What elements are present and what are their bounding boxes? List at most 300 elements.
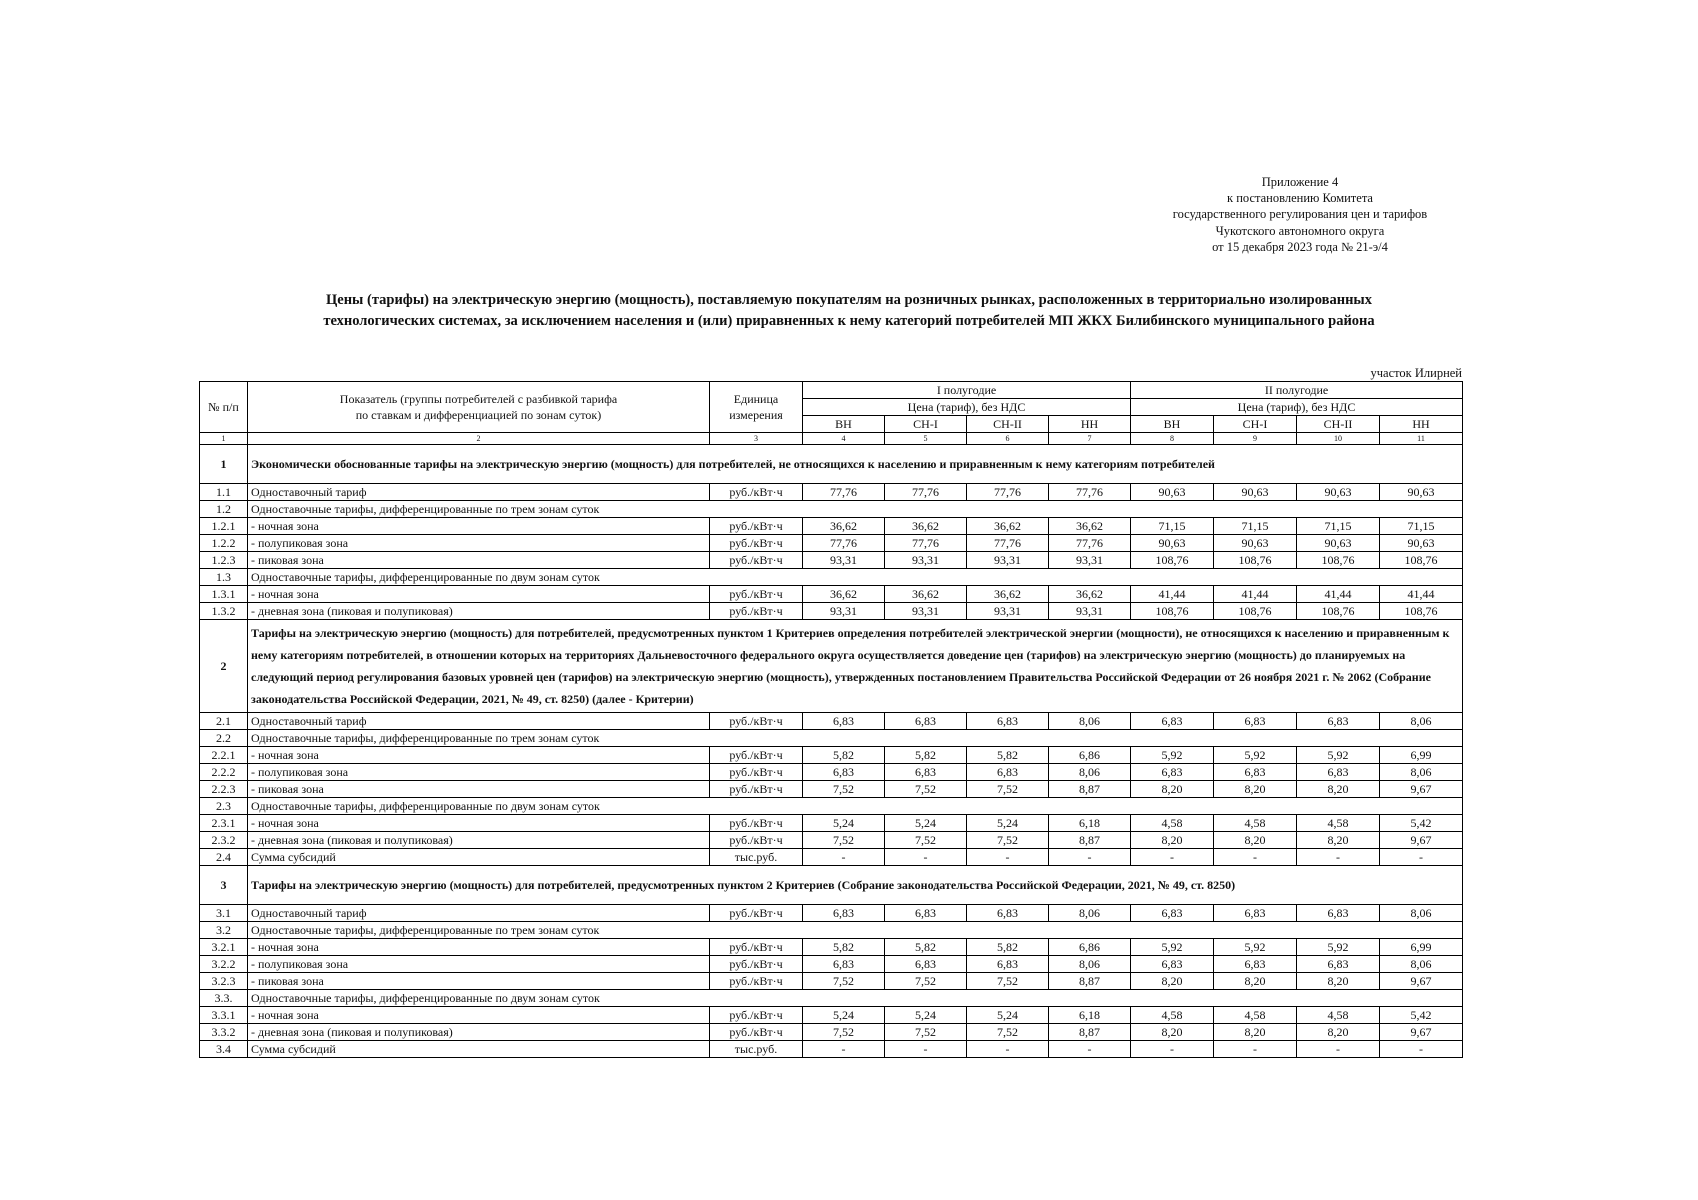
title-line: технологических системах, за исключением населения и (или) приравненных к нему категорий потребителей МП ЖКХ Билибинского муниципального района <box>323 313 1375 329</box>
group-title: Одноставочные тарифы, дифференцированные по двум зонам суток <box>248 990 1463 1007</box>
row-number: 3.2.1 <box>200 939 248 956</box>
row-indicator: - ночная зона <box>248 586 710 603</box>
tariff-value: 93,31 <box>967 552 1049 569</box>
group-title: Одноставочные тарифы, дифференцированные по трем зонам суток <box>248 730 1463 747</box>
tariff-value: 90,63 <box>1297 535 1380 552</box>
tariff-value: 6,83 <box>1131 956 1214 973</box>
row-indicator: Сумма субсидий <box>248 1041 710 1058</box>
header-num: № п/п <box>200 382 248 433</box>
tariff-value: 93,31 <box>967 603 1049 620</box>
tariff-value: 5,42 <box>1380 815 1463 832</box>
row-unit: руб./кВт·ч <box>710 535 803 552</box>
tariff-value: 93,31 <box>1049 552 1131 569</box>
tariff-value: 7,52 <box>885 781 967 798</box>
tariff-value: 4,58 <box>1131 1007 1214 1024</box>
tariff-value: 8,20 <box>1297 832 1380 849</box>
tariff-value: 7,52 <box>803 781 885 798</box>
header-level: СН-I <box>885 416 967 433</box>
group-title: Одноставочные тарифы, дифференцированные по трем зонам суток <box>248 501 1463 518</box>
group-row <box>200 730 1463 747</box>
tariff-value: 8,87 <box>1049 1024 1131 1041</box>
tariff-value: 6,83 <box>1214 713 1297 730</box>
tariff-value: 77,76 <box>967 484 1049 501</box>
column-number: 3 <box>710 433 803 445</box>
row-number: 2 <box>200 620 248 713</box>
row-indicator: - дневная зона (пиковая и полупиковая) <box>248 1024 710 1041</box>
tariff-value: 71,15 <box>1380 518 1463 535</box>
tariff-value: 5,24 <box>803 1007 885 1024</box>
row-indicator: Одноставочный тариф <box>248 713 710 730</box>
document-title <box>200 290 1498 332</box>
tariff-value: 8,06 <box>1380 764 1463 781</box>
tariff-value: 108,76 <box>1214 603 1297 620</box>
tariff-value: 6,83 <box>803 713 885 730</box>
tariff-value: 8,06 <box>1380 713 1463 730</box>
table-row <box>200 747 1463 764</box>
tariff-value: - <box>1131 1041 1214 1058</box>
tariff-value: 77,76 <box>885 484 967 501</box>
section-title: Тарифы на электрическую энергию (мощность) для потребителей, предусмотренных пунктом 2 Критериев (Собрание законодательства Российской Федерации, 2021, № 49, ст. 8250) <box>248 866 1463 905</box>
table-row <box>200 832 1463 849</box>
table-row <box>200 939 1463 956</box>
tariff-value: 36,62 <box>803 586 885 603</box>
tariff-value: 93,31 <box>885 603 967 620</box>
row-number: 3.2 <box>200 922 248 939</box>
row-number: 1 <box>200 445 248 484</box>
tariff-value: 90,63 <box>1380 535 1463 552</box>
table-row <box>200 781 1463 798</box>
header-level: ВН <box>1131 416 1214 433</box>
tariff-value: 5,42 <box>1380 1007 1463 1024</box>
table-row <box>200 764 1463 781</box>
tariff-value: 5,92 <box>1131 939 1214 956</box>
tariff-value: 90,63 <box>1214 484 1297 501</box>
row-unit: руб./кВт·ч <box>710 518 803 535</box>
tariff-value: 36,62 <box>1049 518 1131 535</box>
tariff-value: 36,62 <box>967 518 1049 535</box>
tariff-value: 90,63 <box>1214 535 1297 552</box>
row-unit: руб./кВт·ч <box>710 764 803 781</box>
tariff-value: 7,52 <box>803 1024 885 1041</box>
row-number: 2.3 <box>200 798 248 815</box>
row-indicator: - ночная зона <box>248 518 710 535</box>
row-number: 1.2 <box>200 501 248 518</box>
row-number: 3.4 <box>200 1041 248 1058</box>
appendix-line: к постановлению Комитета <box>1227 191 1373 206</box>
tariff-value: 93,31 <box>803 552 885 569</box>
column-number: 8 <box>1131 433 1214 445</box>
row-number: 1.3.2 <box>200 603 248 620</box>
row-number: 2.1 <box>200 713 248 730</box>
tariff-value: 8,87 <box>1049 781 1131 798</box>
tariff-value: 90,63 <box>1131 484 1214 501</box>
tariff-value: 90,63 <box>1131 535 1214 552</box>
tariff-value: 8,06 <box>1380 956 1463 973</box>
group-title: Одноставочные тарифы, дифференцированные по трем зонам суток <box>248 922 1463 939</box>
tariff-value: 6,83 <box>885 764 967 781</box>
row-indicator: Одноставочный тариф <box>248 905 710 922</box>
tariff-value: 93,31 <box>1049 603 1131 620</box>
tariff-value: 6,83 <box>1297 905 1380 922</box>
row-indicator: - ночная зона <box>248 939 710 956</box>
tariff-value: 93,31 <box>803 603 885 620</box>
tariff-value: 6,83 <box>885 956 967 973</box>
tariff-value: 4,58 <box>1214 815 1297 832</box>
row-number: 2.2.3 <box>200 781 248 798</box>
row-number: 2.4 <box>200 849 248 866</box>
title-line: Цены (тарифы) на электрическую энергию (мощность), поставляемую покупателям на розничных рынках, расположенных в территориально изолированных <box>325 292 1372 308</box>
row-indicator: Сумма субсидий <box>248 849 710 866</box>
tariff-value: 9,67 <box>1380 781 1463 798</box>
tariff-value: - <box>967 1041 1049 1058</box>
row-unit: руб./кВт·ч <box>710 781 803 798</box>
row-indicator: - пиковая зона <box>248 781 710 798</box>
table-row <box>200 815 1463 832</box>
row-indicator: - ночная зона <box>248 747 710 764</box>
tariff-value: 41,44 <box>1214 586 1297 603</box>
section-row <box>200 445 1463 484</box>
tariff-value: 8,20 <box>1214 832 1297 849</box>
table-row <box>200 713 1463 730</box>
row-unit: тыс.руб. <box>710 849 803 866</box>
tariff-value: 108,76 <box>1214 552 1297 569</box>
tariff-value: 5,92 <box>1297 747 1380 764</box>
row-number: 2.3.2 <box>200 832 248 849</box>
tariff-value: 36,62 <box>885 586 967 603</box>
header-price2: Цена (тариф), без НДС <box>1131 399 1463 416</box>
tariff-value: 5,92 <box>1214 747 1297 764</box>
tariff-value: 5,82 <box>885 939 967 956</box>
tariff-value: 6,83 <box>1297 764 1380 781</box>
tariff-value: 6,83 <box>967 764 1049 781</box>
row-unit: руб./кВт·ч <box>710 552 803 569</box>
tariff-value: 6,83 <box>803 956 885 973</box>
header-indicator: Показатель (группы потребителей с разбивкой тарифа по ставкам и дифференциацией по зонам суток) <box>248 382 710 433</box>
tariff-table <box>199 381 1463 1058</box>
header-level: НН <box>1380 416 1463 433</box>
tariff-value: 6,83 <box>967 956 1049 973</box>
row-unit: руб./кВт·ч <box>710 939 803 956</box>
row-indicator: - дневная зона (пиковая и полупиковая) <box>248 832 710 849</box>
tariff-value: 90,63 <box>1297 484 1380 501</box>
tariff-value: - <box>1049 1041 1131 1058</box>
column-number: 1 <box>200 433 248 445</box>
tariff-value: 6,83 <box>1214 905 1297 922</box>
tariff-value: 8,87 <box>1049 973 1131 990</box>
row-number: 3.2.3 <box>200 973 248 990</box>
tariff-table-body <box>200 445 1463 1058</box>
tariff-value: 6,86 <box>1049 939 1131 956</box>
tariff-value: 5,24 <box>885 1007 967 1024</box>
appendix-header <box>1100 174 1500 255</box>
tariff-value: 6,83 <box>1214 956 1297 973</box>
column-number: 5 <box>885 433 967 445</box>
row-number: 3.3.1 <box>200 1007 248 1024</box>
table-row <box>200 905 1463 922</box>
tariff-value: - <box>1380 1041 1463 1058</box>
row-number: 1.3.1 <box>200 586 248 603</box>
row-unit: руб./кВт·ч <box>710 973 803 990</box>
row-unit: руб./кВт·ч <box>710 586 803 603</box>
tariff-value: 5,92 <box>1131 747 1214 764</box>
tariff-value: 4,58 <box>1297 1007 1380 1024</box>
row-unit: руб./кВт·ч <box>710 1024 803 1041</box>
tariff-value: 71,15 <box>1131 518 1214 535</box>
section-label: участок Илирней <box>1370 366 1462 380</box>
tariff-value: 7,52 <box>885 1024 967 1041</box>
tariff-value: 6,83 <box>1214 764 1297 781</box>
group-row <box>200 501 1463 518</box>
row-unit: руб./кВт·ч <box>710 603 803 620</box>
tariff-value: 7,52 <box>967 781 1049 798</box>
section-title: Экономически обоснованные тарифы на электрическую энергию (мощность) для потребителей, не относящихся к населению и приравненным к нему категориям потребителей <box>248 445 1463 484</box>
row-indicator: - ночная зона <box>248 815 710 832</box>
tariff-value: 6,83 <box>1297 956 1380 973</box>
tariff-value: 6,99 <box>1380 747 1463 764</box>
table-row <box>200 973 1463 990</box>
tariff-value: - <box>1214 849 1297 866</box>
row-number: 3 <box>200 866 248 905</box>
tariff-value: 36,62 <box>967 586 1049 603</box>
row-indicator: - полупиковая зона <box>248 535 710 552</box>
section-title: Тарифы на электрическую энергию (мощность) для потребителей, предусмотренных пунктом 1 Критериев определения потребителей электрической энергии (мощности), не относящихся к населению и приравненным к нему категориям потребителей, в отношении которых на территориях Дальневосточного федерального округа осуществляется доведение цен (тарифов) на электрическую энергию (мощность) до планируемых на следующий период регулирования базовых уровней цен (тарифов) на электрическую энергию (мощность), утвержденных постановлением Правительства Российской Федерации от 26 ноября 2021 г. № 2062 (Собрание законодательства Российской Федерации, 2021, № 49, ст. 8250) (далее - Критерии) <box>248 620 1463 713</box>
row-number: 3.1 <box>200 905 248 922</box>
tariff-value: 108,76 <box>1297 603 1380 620</box>
tariff-value: 7,52 <box>967 1024 1049 1041</box>
tariff-value: 8,06 <box>1049 713 1131 730</box>
header-level: СН-I <box>1214 416 1297 433</box>
tariff-value: 77,76 <box>1049 484 1131 501</box>
tariff-value: - <box>967 849 1049 866</box>
row-number: 2.2 <box>200 730 248 747</box>
row-unit: руб./кВт·ч <box>710 815 803 832</box>
tariff-value: 36,62 <box>885 518 967 535</box>
tariff-value: 8,20 <box>1214 973 1297 990</box>
tariff-value: 5,24 <box>885 815 967 832</box>
tariff-value: 9,67 <box>1380 1024 1463 1041</box>
row-number: 1.3 <box>200 569 248 586</box>
row-number: 1.2.1 <box>200 518 248 535</box>
group-title: Одноставочные тарифы, дифференцированные по двум зонам суток <box>248 798 1463 815</box>
tariff-value: 4,58 <box>1297 815 1380 832</box>
tariff-value: 71,15 <box>1297 518 1380 535</box>
tariff-value: 6,18 <box>1049 1007 1131 1024</box>
header-price1: Цена (тариф), без НДС <box>803 399 1131 416</box>
group-row <box>200 569 1463 586</box>
row-unit: руб./кВт·ч <box>710 956 803 973</box>
tariff-value: 4,58 <box>1214 1007 1297 1024</box>
header-half2: II полугодие <box>1131 382 1463 399</box>
group-title: Одноставочные тарифы, дифференцированные по двум зонам суток <box>248 569 1463 586</box>
header-level: СН-II <box>967 416 1049 433</box>
tariff-value: 8,20 <box>1131 832 1214 849</box>
tariff-value: 6,83 <box>885 713 967 730</box>
tariff-value: 6,83 <box>1131 713 1214 730</box>
row-number: 2.2.1 <box>200 747 248 764</box>
tariff-value: 5,82 <box>803 747 885 764</box>
tariff-value: 8,06 <box>1049 905 1131 922</box>
tariff-value: 5,82 <box>803 939 885 956</box>
row-number: 2.2.2 <box>200 764 248 781</box>
column-number: 2 <box>248 433 710 445</box>
tariff-value: 77,76 <box>967 535 1049 552</box>
tariff-value: - <box>885 849 967 866</box>
tariff-value: 93,31 <box>885 552 967 569</box>
tariff-value: 108,76 <box>1131 552 1214 569</box>
tariff-value: 77,76 <box>885 535 967 552</box>
row-number: 3.3.2 <box>200 1024 248 1041</box>
tariff-value: 7,52 <box>885 832 967 849</box>
tariff-value: 5,24 <box>967 1007 1049 1024</box>
tariff-value: 5,24 <box>803 815 885 832</box>
tariff-value: 7,52 <box>885 973 967 990</box>
header-half1: I полугодие <box>803 382 1131 399</box>
tariff-value: 6,83 <box>967 713 1049 730</box>
row-indicator: - полупиковая зона <box>248 956 710 973</box>
tariff-value: - <box>1131 849 1214 866</box>
header-level: ВН <box>803 416 885 433</box>
tariff-value: - <box>1214 1041 1297 1058</box>
tariff-value: 90,63 <box>1380 484 1463 501</box>
tariff-value: 5,82 <box>967 939 1049 956</box>
column-number: 6 <box>967 433 1049 445</box>
column-number: 7 <box>1049 433 1131 445</box>
tariff-value: 77,76 <box>803 535 885 552</box>
row-number: 3.3. <box>200 990 248 1007</box>
tariff-value: 5,24 <box>967 815 1049 832</box>
section-row <box>200 866 1463 905</box>
section-row <box>200 620 1463 713</box>
row-indicator: - полупиковая зона <box>248 764 710 781</box>
table-row <box>200 849 1463 866</box>
appendix-line: Чукотского автономного округа <box>1215 223 1385 238</box>
table-row <box>200 552 1463 569</box>
tariff-value: 8,06 <box>1380 905 1463 922</box>
table-row <box>200 956 1463 973</box>
column-number: 9 <box>1214 433 1297 445</box>
tariff-value: 8,06 <box>1049 764 1131 781</box>
tariff-value: 9,67 <box>1380 832 1463 849</box>
tariff-value: - <box>885 1041 967 1058</box>
tariff-value: 6,83 <box>967 905 1049 922</box>
row-number: 1.2.2 <box>200 535 248 552</box>
tariff-value: 8,20 <box>1131 973 1214 990</box>
tariff-value: 36,62 <box>1049 586 1131 603</box>
tariff-value: 6,99 <box>1380 939 1463 956</box>
table-row <box>200 603 1463 620</box>
row-number: 1.2.3 <box>200 552 248 569</box>
header-level: НН <box>1049 416 1131 433</box>
tariff-value: 7,52 <box>967 973 1049 990</box>
row-unit: руб./кВт·ч <box>710 1007 803 1024</box>
tariff-value: 6,83 <box>885 905 967 922</box>
appendix-line: от 15 декабря 2023 года № 21-э/4 <box>1212 239 1388 254</box>
tariff-value: 6,83 <box>1297 713 1380 730</box>
tariff-value: 41,44 <box>1380 586 1463 603</box>
tariff-value: 8,20 <box>1214 1024 1297 1041</box>
tariff-value: 6,18 <box>1049 815 1131 832</box>
tariff-value: 4,58 <box>1131 815 1214 832</box>
row-unit: тыс.руб. <box>710 1041 803 1058</box>
tariff-value: 8,20 <box>1131 781 1214 798</box>
tariff-value: 6,86 <box>1049 747 1131 764</box>
tariff-value: 108,76 <box>1380 552 1463 569</box>
row-unit: руб./кВт·ч <box>710 713 803 730</box>
tariff-value: 108,76 <box>1380 603 1463 620</box>
row-unit: руб./кВт·ч <box>710 747 803 764</box>
tariff-value: - <box>1297 849 1380 866</box>
tariff-value: 41,44 <box>1297 586 1380 603</box>
tariff-value: 108,76 <box>1131 603 1214 620</box>
group-row <box>200 922 1463 939</box>
tariff-value: - <box>1380 849 1463 866</box>
row-unit: руб./кВт·ч <box>710 905 803 922</box>
tariff-value: 7,52 <box>803 832 885 849</box>
column-number: 10 <box>1297 433 1380 445</box>
row-indicator: Одноставочный тариф <box>248 484 710 501</box>
table-row <box>200 1007 1463 1024</box>
group-row <box>200 798 1463 815</box>
table-row <box>200 484 1463 501</box>
row-indicator: - дневная зона (пиковая и полупиковая) <box>248 603 710 620</box>
row-number: 1.1 <box>200 484 248 501</box>
tariff-value: 8,20 <box>1214 781 1297 798</box>
tariff-value: 8,87 <box>1049 832 1131 849</box>
tariff-value: 8,06 <box>1049 956 1131 973</box>
tariff-value: 71,15 <box>1214 518 1297 535</box>
tariff-value: 7,52 <box>803 973 885 990</box>
row-number: 3.2.2 <box>200 956 248 973</box>
appendix-line: государственного регулирования цен и тарифов <box>1172 207 1428 222</box>
tariff-value: - <box>803 1041 885 1058</box>
tariff-value: 8,20 <box>1297 1024 1380 1041</box>
table-row <box>200 586 1463 603</box>
column-number: 4 <box>803 433 885 445</box>
tariff-value: 8,20 <box>1131 1024 1214 1041</box>
row-number: 2.3.1 <box>200 815 248 832</box>
row-unit: руб./кВт·ч <box>710 832 803 849</box>
tariff-value: - <box>1049 849 1131 866</box>
row-unit: руб./кВт·ч <box>710 484 803 501</box>
tariff-value: 8,20 <box>1297 781 1380 798</box>
column-number: 11 <box>1380 433 1463 445</box>
tariff-value: - <box>1297 1041 1380 1058</box>
tariff-value: 5,92 <box>1214 939 1297 956</box>
tariff-value: 5,82 <box>967 747 1049 764</box>
tariff-value: - <box>803 849 885 866</box>
tariff-value: 36,62 <box>803 518 885 535</box>
header-level: СН-II <box>1297 416 1380 433</box>
tariff-value: 6,83 <box>803 905 885 922</box>
tariff-value: 41,44 <box>1131 586 1214 603</box>
tariff-value: 8,20 <box>1297 973 1380 990</box>
tariff-value: 6,83 <box>803 764 885 781</box>
tariff-value: 108,76 <box>1297 552 1380 569</box>
tariff-value: 9,67 <box>1380 973 1463 990</box>
group-row <box>200 990 1463 1007</box>
table-row <box>200 518 1463 535</box>
appendix-line: Приложение 4 <box>1261 175 1339 189</box>
tariff-value: 5,92 <box>1297 939 1380 956</box>
tariff-value: 77,76 <box>1049 535 1131 552</box>
tariff-value: 6,83 <box>1131 764 1214 781</box>
tariff-value: 77,76 <box>803 484 885 501</box>
row-indicator: - ночная зона <box>248 1007 710 1024</box>
table-row <box>200 1024 1463 1041</box>
tariff-value: 6,83 <box>1131 905 1214 922</box>
table-row <box>200 535 1463 552</box>
tariff-value: 7,52 <box>967 832 1049 849</box>
